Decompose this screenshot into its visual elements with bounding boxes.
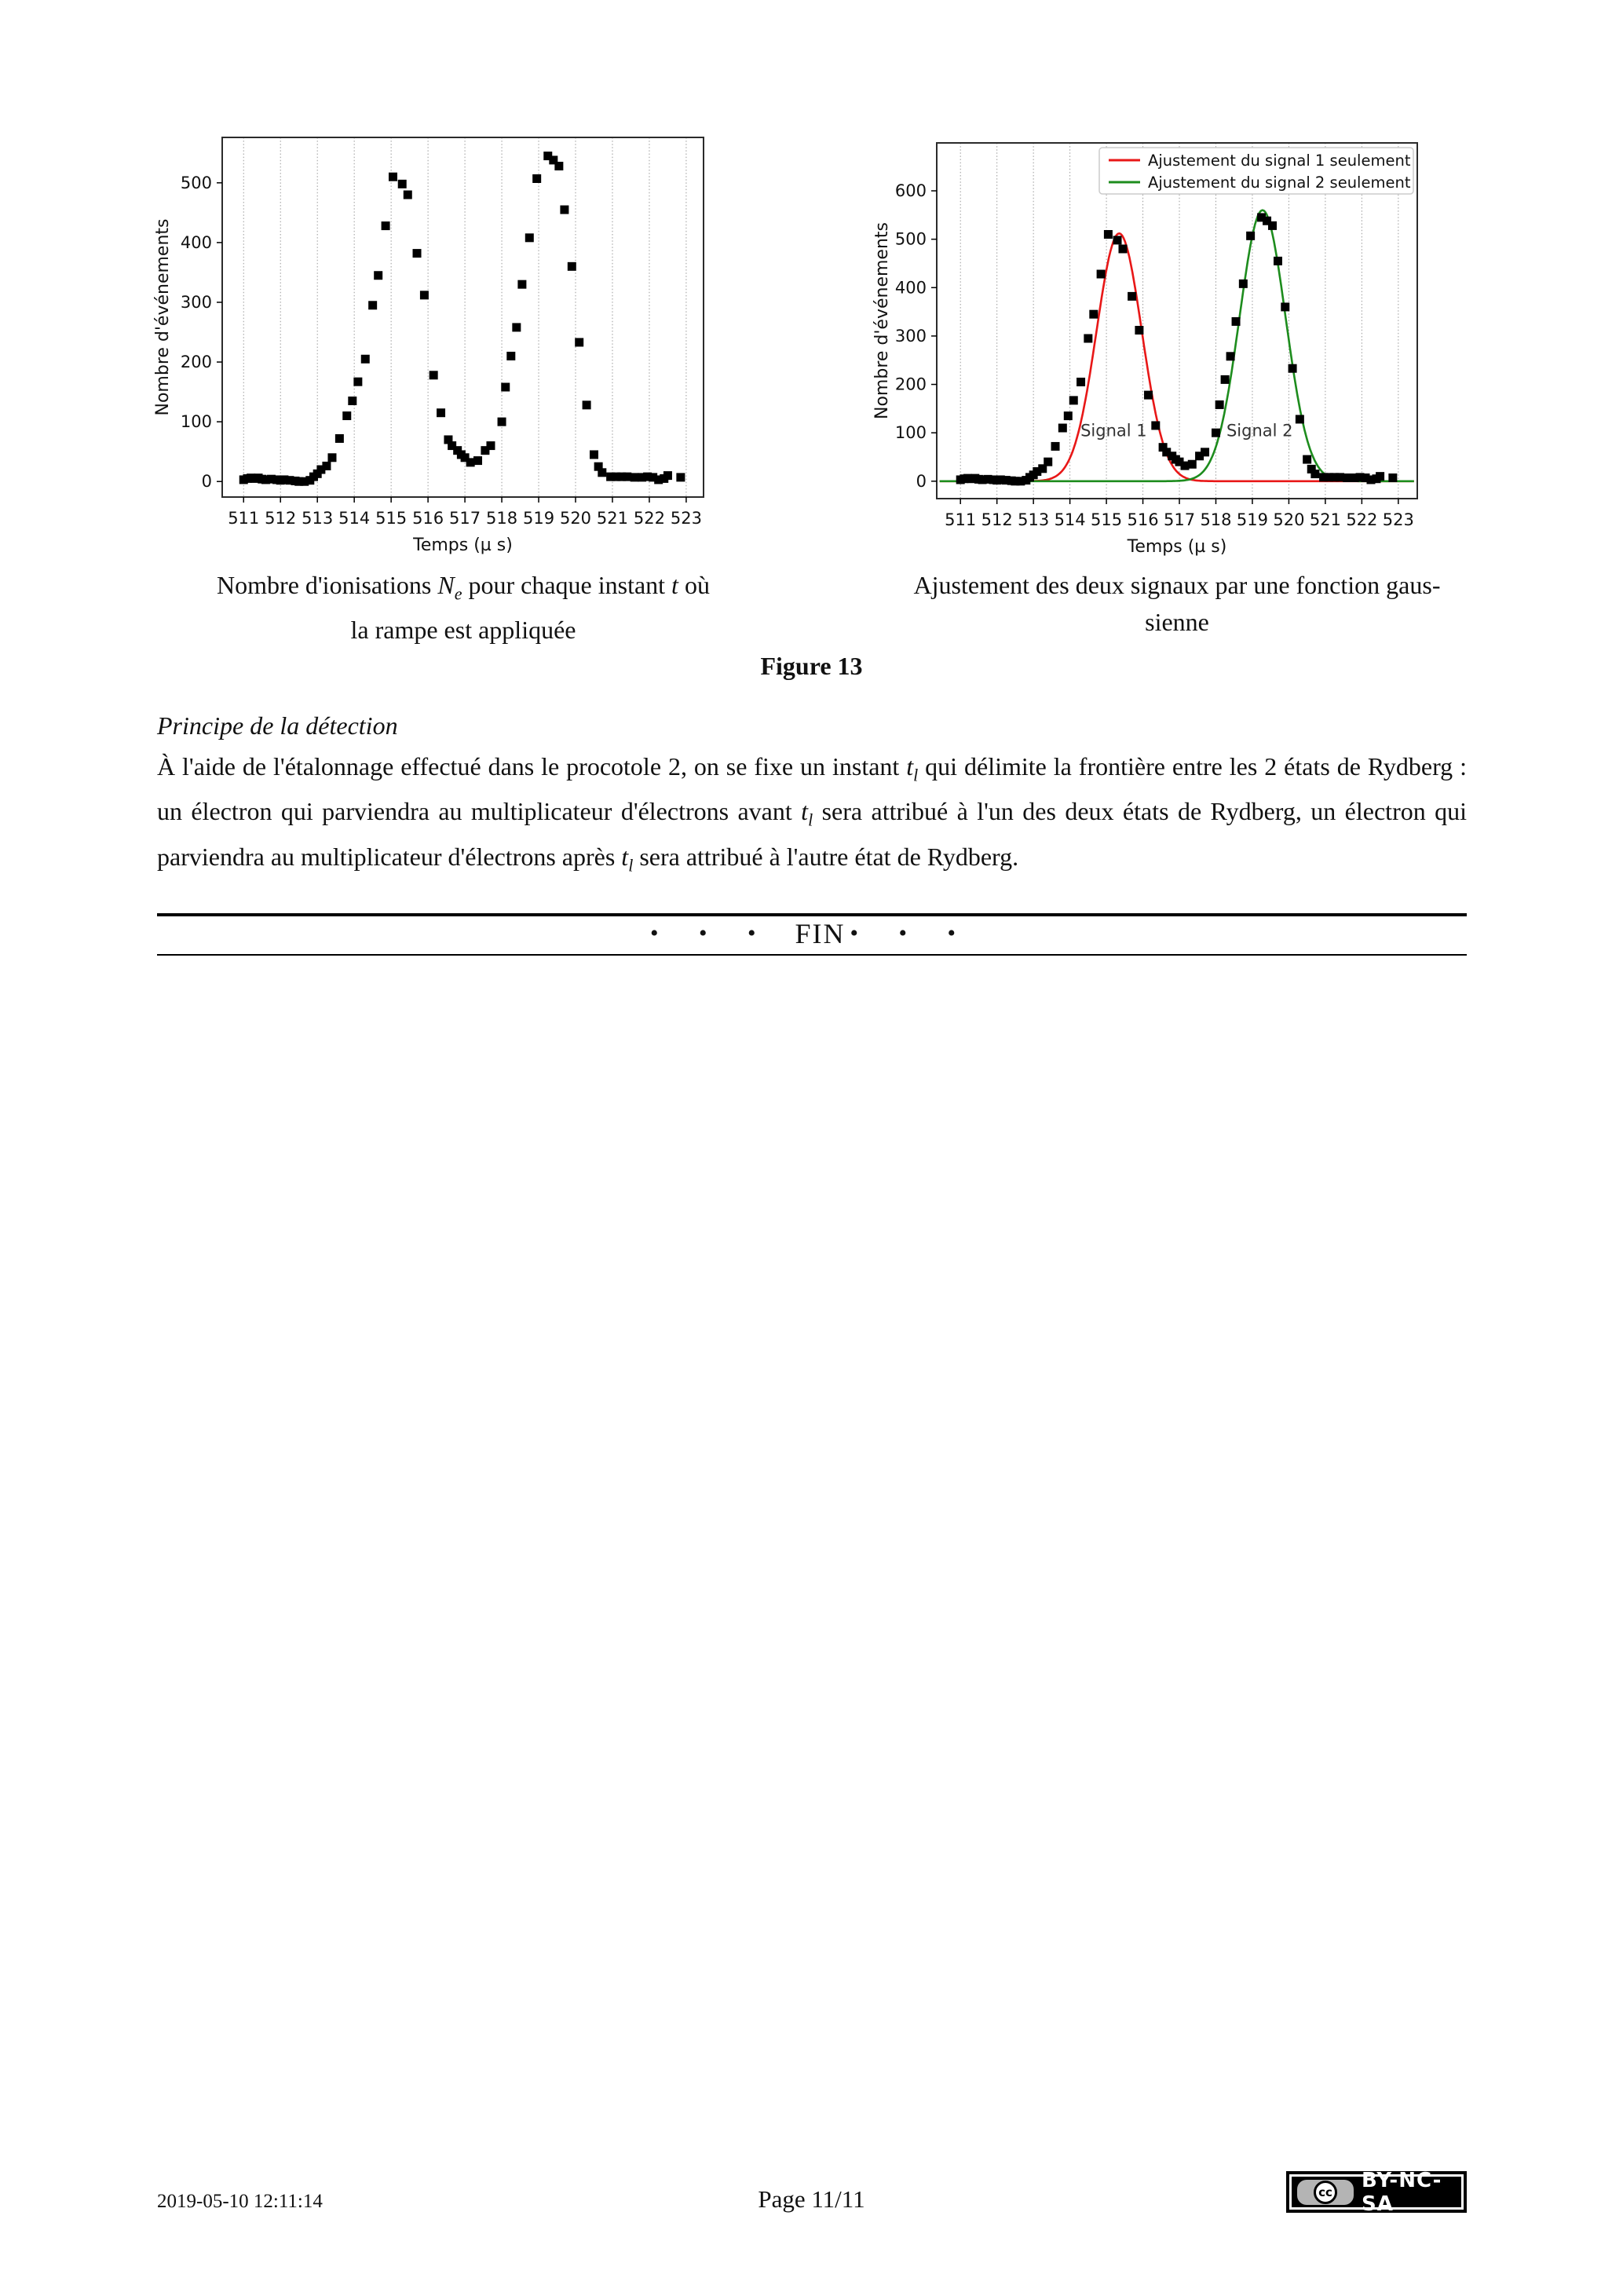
data-point <box>1268 221 1277 230</box>
y-tick-label: 0 <box>916 471 927 491</box>
caption-left-line2: la rampe est appliquée <box>350 616 576 645</box>
legend-label: Ajustement du signal 2 seulement <box>1148 174 1411 192</box>
math-var-base: t <box>906 752 914 781</box>
footer-timestamp: 2019-05-10 12:11:14 <box>157 2191 323 2212</box>
x-axis-label: Temps (µ s) <box>1127 537 1227 557</box>
math-var-t: t <box>671 571 678 599</box>
data-point <box>1058 424 1067 433</box>
y-tick-label: 100 <box>180 412 212 432</box>
plot-frame <box>937 143 1417 499</box>
data-point <box>1128 292 1136 301</box>
data-point <box>1376 472 1384 481</box>
y-tick-label: 300 <box>894 326 927 345</box>
data-point <box>327 453 336 462</box>
data-point <box>517 280 526 289</box>
cc-icon: cc <box>1314 2181 1337 2204</box>
y-tick-label: 500 <box>180 173 212 192</box>
caption-right-line1: Ajustement des deux signaux par une fonction gaus- <box>913 571 1441 599</box>
data-point <box>398 180 407 188</box>
fin-label: FIN <box>795 918 846 949</box>
data-point <box>1051 442 1060 451</box>
caption-text: où <box>678 571 710 599</box>
data-point <box>1221 375 1230 384</box>
x-tick-label: 517 <box>449 509 481 528</box>
paragraph-text: sera attribué à l'autre état de Rydberg. <box>633 842 1019 871</box>
x-tick-label: 511 <box>945 510 977 529</box>
x-tick-label: 521 <box>1309 510 1341 529</box>
y-tick-label: 400 <box>180 232 212 252</box>
cc-logo-pill <box>1297 2180 1354 2205</box>
y-axis-label: Nombre d'événements <box>872 222 892 419</box>
caption-right-line2: sienne <box>1145 608 1209 636</box>
data-point <box>1135 326 1143 335</box>
data-point <box>568 262 576 271</box>
data-point <box>404 191 412 199</box>
math-var-tl <box>621 842 634 876</box>
caption-text: Nombre d'ionisations <box>217 571 438 599</box>
data-point <box>532 174 541 183</box>
y-tick-label: 500 <box>894 229 927 249</box>
caption-right <box>855 567 1499 641</box>
data-point <box>1069 396 1078 404</box>
data-point <box>525 233 534 242</box>
x-tick-label: 516 <box>412 509 444 528</box>
x-tick-label: 518 <box>1200 510 1232 529</box>
cc-license-badge <box>1286 2168 1467 2216</box>
data-point <box>361 355 370 364</box>
data-point <box>1274 257 1282 265</box>
data-point <box>1289 364 1297 373</box>
plot-frame <box>222 137 704 497</box>
data-point <box>1144 391 1153 400</box>
data-point <box>583 400 591 409</box>
data-point <box>1239 280 1248 288</box>
legend-label: Ajustement du signal 1 seulement <box>1148 152 1411 170</box>
math-var-sub: l <box>628 855 634 876</box>
y-tick-label: 400 <box>894 278 927 298</box>
y-tick-label: 600 <box>894 181 927 201</box>
data-point <box>663 471 672 480</box>
caption-left-line1 <box>133 567 793 612</box>
chart-ionisations <box>118 94 762 573</box>
data-point <box>322 462 331 470</box>
footer-page-number: Page 11/11 <box>758 2185 865 2213</box>
data-point <box>590 450 598 459</box>
data-point <box>575 338 583 346</box>
data-point <box>1296 415 1304 423</box>
x-tick-label: 523 <box>1382 510 1414 529</box>
data-point <box>598 468 606 477</box>
data-point <box>498 418 506 426</box>
chart-gaussian-fit <box>864 94 1508 573</box>
math-var-tl <box>906 752 919 785</box>
data-point <box>486 441 495 450</box>
data-point <box>437 408 445 417</box>
data-point <box>353 378 362 386</box>
paragraph-text: sera attribué à l'un des deux états de Rydberg, un électron qui parviendra au multiplicateur d'électrons après <box>157 797 1468 871</box>
fin-bullets-right: • • • <box>850 920 974 946</box>
signal-annotation: Signal 2 <box>1226 421 1293 441</box>
math-var-base: t <box>801 797 809 826</box>
caption-text: pour chaque instant <box>462 571 672 599</box>
data-point <box>1246 232 1255 240</box>
math-var-sub: e <box>454 583 462 604</box>
math-var-N <box>437 571 462 604</box>
data-point <box>368 301 377 309</box>
math-var-tl <box>801 797 813 830</box>
data-point <box>1084 334 1092 342</box>
x-tick-label: 515 <box>375 509 408 528</box>
data-point <box>1232 317 1241 326</box>
x-tick-label: 523 <box>670 509 702 528</box>
data-point <box>1215 400 1224 409</box>
x-tick-label: 512 <box>265 509 297 528</box>
x-tick-label: 511 <box>228 509 260 528</box>
data-point <box>631 473 639 481</box>
math-var-sub: l <box>808 810 813 830</box>
data-point <box>1212 429 1220 437</box>
y-tick-label: 100 <box>894 423 927 443</box>
data-point <box>1113 236 1122 244</box>
data-point <box>1118 244 1127 253</box>
data-point <box>676 473 685 481</box>
x-tick-label: 519 <box>522 509 555 528</box>
data-point <box>374 271 382 280</box>
cc-badge-inner <box>1289 2168 1464 2216</box>
body-paragraph <box>157 748 1467 883</box>
data-point <box>342 411 351 420</box>
x-axis-label: Temps (µ s) <box>413 536 513 555</box>
data-point <box>1201 448 1209 456</box>
x-tick-label: 512 <box>981 510 1013 529</box>
data-point <box>1104 230 1113 239</box>
data-point <box>466 458 475 466</box>
data-point <box>1388 473 1397 482</box>
data-point <box>1303 455 1311 464</box>
x-tick-label: 520 <box>1273 510 1305 529</box>
data-point <box>1310 470 1319 478</box>
data-point <box>473 456 482 465</box>
caption-left <box>133 567 793 649</box>
data-point <box>1281 302 1289 311</box>
fin-bullets-left: • • • <box>649 920 773 946</box>
y-tick-label: 0 <box>201 472 212 492</box>
paragraph-text: qui délimite la frontière entre les 2 états de Rydberg : un électron qui parviendra au multiplicateur d'électrons avant <box>157 752 1468 826</box>
x-tick-label: 521 <box>596 509 629 528</box>
data-point <box>1151 421 1160 430</box>
data-point <box>1077 378 1085 386</box>
section-heading: Principe de la détection <box>157 711 398 740</box>
divider-rule-thin <box>157 954 1467 956</box>
x-tick-label: 522 <box>633 509 665 528</box>
data-point <box>1188 460 1197 469</box>
y-tick-label: 200 <box>894 375 927 394</box>
data-point <box>335 434 344 443</box>
x-tick-label: 514 <box>338 509 371 528</box>
fin-divider <box>0 916 1623 951</box>
data-point <box>623 473 631 481</box>
data-point <box>1044 458 1052 466</box>
y-tick-label: 200 <box>180 353 212 372</box>
math-var-base: N <box>437 571 455 599</box>
x-tick-label: 517 <box>1163 510 1196 529</box>
x-tick-label: 516 <box>1127 510 1159 529</box>
x-tick-label: 515 <box>1091 510 1123 529</box>
math-var-sub: l <box>913 765 919 785</box>
x-tick-label: 522 <box>1346 510 1378 529</box>
y-axis-label: Nombre d'événements <box>153 218 173 416</box>
data-point <box>420 291 429 299</box>
data-point <box>1226 352 1235 360</box>
fit-curve-signal1 <box>940 233 1414 481</box>
signal-annotation: Signal 1 <box>1080 421 1147 441</box>
data-point <box>1089 310 1098 319</box>
x-tick-label: 519 <box>1236 510 1269 529</box>
cc-license-label: BY-NC-SA <box>1362 2168 1442 2216</box>
x-tick-label: 518 <box>486 509 518 528</box>
math-var-base: t <box>621 842 629 871</box>
data-point <box>382 221 390 230</box>
x-tick-label: 514 <box>1054 510 1086 529</box>
paragraph-text: À l'aide de l'étalonnage effectué dans le procotole 2, on se fixe un instant <box>157 752 907 781</box>
figure-number-label: Figure 13 <box>760 652 863 680</box>
data-point <box>506 352 515 360</box>
x-tick-label: 513 <box>302 509 334 528</box>
data-point <box>554 162 563 170</box>
data-point <box>560 206 568 214</box>
fit-curve-signal2 <box>940 210 1414 481</box>
x-tick-label: 520 <box>559 509 592 528</box>
data-point <box>512 323 521 331</box>
data-point <box>1097 270 1106 279</box>
y-tick-label: 300 <box>180 292 212 312</box>
data-point <box>389 173 397 181</box>
data-point <box>348 397 356 405</box>
data-point <box>1064 411 1073 420</box>
data-point <box>413 249 422 258</box>
x-tick-label: 513 <box>1018 510 1050 529</box>
data-point <box>430 371 438 379</box>
data-point <box>501 383 510 392</box>
